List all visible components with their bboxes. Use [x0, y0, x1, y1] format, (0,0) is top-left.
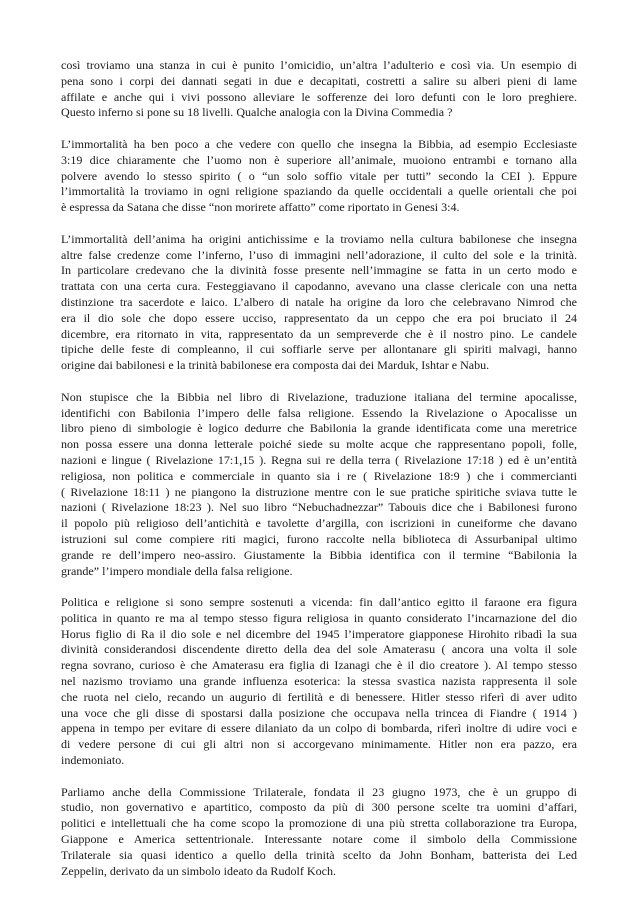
text-line: non possa essere una donna letterale poiché siede su molte acque che rappresentano popoli, folle,	[61, 437, 577, 452]
text-line: è espressa da Satana che disse “non morirete affatto” come riportato in Genesi 3:4.	[61, 200, 460, 215]
text-line: identifichi con Babilonia l’impero delle falsa religione. Essendo la Rivelazione o Apocalisse un	[61, 405, 577, 420]
text-line: era il dio sole che dopo essere ucciso, rappresentato da un ceppo che era poi bruciato il 24	[61, 310, 577, 325]
paragraph	[61, 232, 577, 374]
text-line: una voce che gli disse di spostarsi dalla posizione che occupava nella trincea di Fiandre ( 1914 )	[61, 705, 577, 720]
text-line: Non stupisce che la Bibbia nel libro di Rivelazione, traduzione italiana del termine apocalisse,	[61, 389, 577, 404]
text-line: ( Rivelazione 18:11 ) ne piangono la distruzione mentre con le sue pratiche spiritiche sviava tutte le	[61, 484, 577, 499]
text-line: trattata con una certa cura. Festeggiavano il capodanno, avevano una classe clericale con una netta	[61, 279, 577, 294]
text-line: L’immortalità dell’anima ha origini antichissime e la troviamo nella cultura babilonese che insegna	[61, 231, 577, 246]
text-line: che ruota nel cielo, recando un augurio di fertilità e di benessere. Hitler stesso riferì di aver udito	[61, 689, 577, 704]
text-line: Trilaterale sia quasi identico a quello della trinità scelto da John Bonham, batterista dei Led	[61, 847, 577, 862]
text-line: politici e intellettuali che ha come scopo la promozione di una più stretta collaborazione tra Europa,	[61, 816, 577, 831]
text-line: In particolare credevano che la divinità fosse presente nell’immagine se fatta in un certo modo e	[61, 263, 577, 278]
text-line: l’immortalità la troviamo in ogni religione spaziando da quelle occidentali a quelle orientali che poi	[61, 184, 577, 199]
text-line: istruzioni sul come compiere riti magici, furono raccolte nella biblioteca di Assurbanipal ultimo	[61, 531, 577, 546]
text-line: Politica e religione si sono sempre sostenuti a vicenda: fin dall’antico egitto il faraone era figura	[61, 595, 577, 610]
text-line: L’immortalità ha ben poco a che vedere con quello che insegna la Bibbia, ad esempio Ecclesiaste	[61, 136, 577, 151]
text-line: distinzione tra sacerdote e laico. L’albero di natale ha origine da loro che celebravano Nimrod che	[61, 294, 577, 309]
paragraph	[61, 58, 577, 121]
text-line: grande” l’impero mondiale della falsa religione.	[61, 563, 293, 578]
paragraph	[61, 785, 577, 880]
paragraph	[61, 390, 577, 580]
text-line: Questo inferno si pone su 18 livelli. Qualche analogia con la Divina Commedia ?	[61, 105, 453, 120]
text-line: di vedere persone di cui gli altri non si accorgevano minimamente. Hitler non era pazzo, era	[61, 737, 577, 752]
text-line: Zeppelin, derivato da un simbolo ideato da Rudolf Koch.	[61, 863, 337, 878]
text-line: nazioni ( Rivelazione 18:23 ). Nel suo libro “Nebuchadnezzar” Tabouis dice che i Babilonesi furono	[61, 500, 577, 515]
paragraph	[61, 595, 577, 769]
text-line: dicembre, era ritornato in vita, rappresentato da un sempreverde che è il nostro pino. Le candele	[61, 326, 577, 341]
paragraph	[61, 137, 577, 216]
text-line: così troviamo una stanza in cui è punito l’omicidio, un’altra l’adulterio e così via. Un esempio di	[61, 58, 577, 72]
text-line: pena sono i corpi dei dannati segati in due e decapitati, costretti a salire su alberi pieni di lame	[61, 73, 577, 88]
text-line: grande re dell’impero neo-assiro. Giustamente la Bibbia identifica con il termine “Babilonia la	[61, 547, 577, 562]
text-line: tipiche delle feste di compleanno, il cui soffiarle serve per allontanare gli spiriti malvagi, hanno	[61, 342, 577, 357]
text-line: il popolo più religioso dell’antichità e tavolette d’argilla, con iscrizioni in cuneiforme che davano	[61, 516, 577, 531]
text-line: appena in tempo per evitare di essere dilaniato da un colpo di bombarda, riferì inoltre di udire voci e	[61, 721, 577, 736]
text-line: nel nazismo troviamo una grande influenza esoterica: la stessa svastica nazista rappresenta il sole	[61, 674, 577, 689]
text-line: Horus figlio di Ra il dio sole e nel dicembre del 1945 l’imperatore giapponese Hirohito ribadì la sua	[61, 626, 577, 641]
text-line: Parliamo anche della Commissione Trilaterale, fondata il 23 giugno 1973, che è un gruppo di	[61, 784, 577, 799]
text-line: affilate e anche qui i vivi possono alleviare le sofferenze dei loro defunti con le loro preghiere.	[61, 89, 577, 104]
text-line: regna sovrano, curioso è che Amaterasu era figlia di Izanagi che è il dio creatore ). Al tempo stesso	[61, 658, 577, 673]
text-line: origine dai babilonesi e la trinità babilonese era composta dai dei Marduk, Ishtar e Nabu.	[61, 358, 490, 373]
text-line: studio, non governativo e apartitico, composto da più di 300 persone scelte tra uomini d’affari,	[61, 800, 577, 815]
document-body	[61, 58, 577, 895]
text-line: polvere avendo lo stesso spirito ( o “un solo soffio vitale per tutti” secondo la CEI ). Eppure	[61, 168, 577, 183]
text-line: 3:19 dice chiaramente che l’uomo non è superiore all’animale, muoiono entrambi e tornano alla	[61, 152, 577, 167]
text-line: religiosa, non politica e commerciale in quanto sia i re ( Rivelazione 18:9 ) che i commercianti	[61, 468, 577, 483]
text-line: indemoniato.	[61, 753, 125, 768]
text-line: divinità considerandosi discendente diretto della dea del sole Amaterasu ( ancora una volta il sole	[61, 642, 577, 657]
text-line: politica in quanto re ma al tempo stesso figura religiosa in quanto considerato l’incarnazione del dio	[61, 610, 577, 625]
text-line: libro pieno di simbologie è logico dedurre che Babilonia la grande identificata come una meretrice	[61, 421, 577, 436]
text-line: Giappone e America settentrionale. Interessante notare come il simbolo della Commissione	[61, 832, 577, 847]
text-line: altre false credenze come l’inferno, l’uso di immagini nell’adorazione, il culto del sole e la trinità.	[61, 247, 577, 262]
text-line: nazioni e lingue ( Rivelazione 17:1,15 ). Regna sui re della terra ( Rivelazione 17:18 ) ed è un’entità	[61, 452, 577, 467]
